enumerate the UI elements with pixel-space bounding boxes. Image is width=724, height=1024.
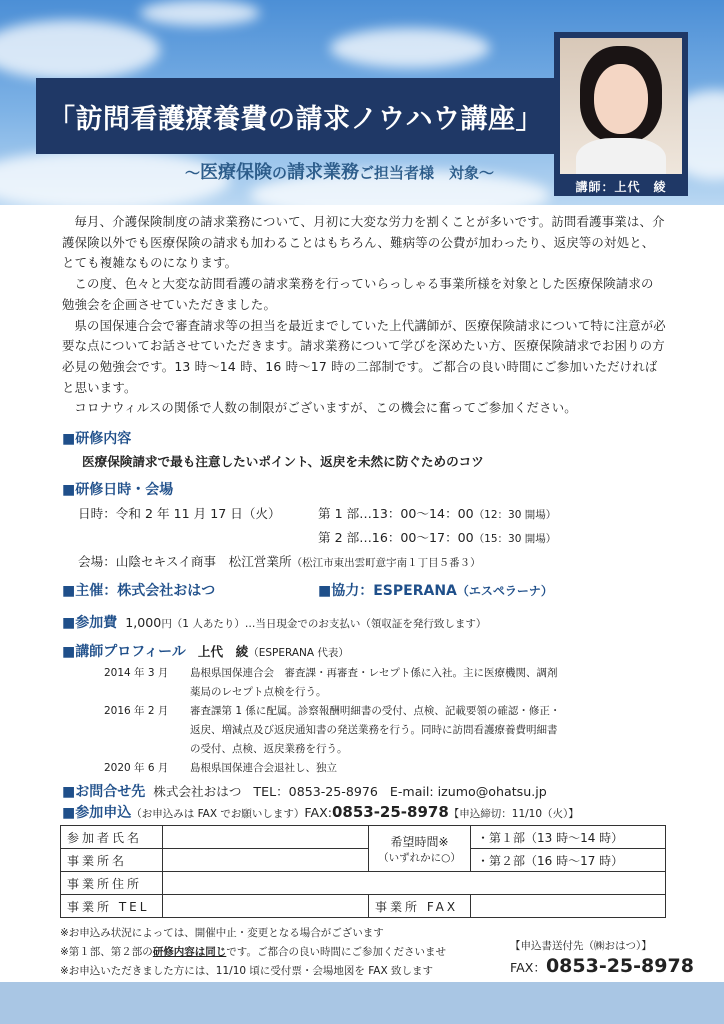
intro-paragraph-4: コロナウィルスの関係で人数の制限がございますが、この機会に奮ってご参加ください。 <box>74 400 577 416</box>
lecturer-photo-frame <box>554 32 688 196</box>
fax-label: 事業所 FAX <box>369 895 471 918</box>
history-date-1: 2014 年 3 月 <box>104 667 169 679</box>
intro-text <box>62 212 666 419</box>
history-text-2b: 返戻、増減点及び返戻通知書の発送業務を行う。同時に訪問看護療養費明細書 <box>190 724 558 736</box>
subtitle-mid: の <box>271 164 287 182</box>
history-text-1b: 薬局のレセプト点検を行う。 <box>190 686 327 698</box>
page-title: 「訪問看護療養費の請求ノウハウ講座」 <box>48 103 543 135</box>
address-field[interactable] <box>163 872 666 895</box>
office-label: 事業所名 <box>61 849 163 872</box>
time-label: 希望時間※ <box>390 834 449 849</box>
subtitle-highlight-1: 医療保険 <box>199 162 272 183</box>
office-field[interactable] <box>163 849 369 872</box>
content-text: 医療保険請求で最も注意したいポイント、返戻を未然に防ぐためのコツ <box>82 454 484 469</box>
subtitle <box>0 158 560 184</box>
time-label-cell <box>369 826 471 872</box>
bottom-bar <box>0 982 724 1024</box>
contact: ■お問合せ先 株式会社おはつ TEL：0853-25-8976 E-mail: izumo@ohatsu.jp <box>62 784 547 800</box>
history-text-3: 島根県国保連合会退社し、独立 <box>190 762 337 774</box>
name-label: 参加者氏名 <box>61 826 163 849</box>
option-part2[interactable]: ・第２部（16 時～17 時） <box>471 849 666 872</box>
note-1: ※お申込み状況によっては、開催中止・変更となる場合がございます <box>60 927 384 939</box>
subtitle-highlight-2: 請求業務 <box>286 162 359 183</box>
note-2: ※第１部、第２部の研修内容は同じです。ご都合の良い時間にご参加くださいませ <box>60 946 446 958</box>
history-date-3: 2020 年 6 月 <box>104 762 169 774</box>
lecturer-caption: 講師：上代 綾 <box>575 180 667 194</box>
history-text-2c: の受付、点検、返戻業務を行う。 <box>190 743 348 755</box>
cooperation: ■協力：ESPERANA（エスペラーナ） <box>318 583 553 599</box>
title-band <box>36 78 556 154</box>
date-label: 日時：令和 2 年 11 月 17 日（火） <box>78 506 281 521</box>
tel-label: 事業所 TEL <box>61 895 163 918</box>
history-text-1: 島根県国保連合会 審査課・再審査・レセプト係に入社。主に医療機関、調剤 <box>190 667 558 679</box>
lecturer-photo <box>560 38 682 174</box>
name-field[interactable] <box>163 826 369 849</box>
subtitle-suffix: ご担当者様 対象～ <box>358 164 494 182</box>
send-to: 【申込書送付先（㈱おはつ）】 <box>510 940 652 952</box>
intro-paragraph-2: この度、色々と大変な訪問看護の請求業務を行っていらっしゃる事業所様を対象とした医療保険請求の勉強会を企画させていただきました。 <box>62 276 654 312</box>
option-part1[interactable]: ・第１部（13 時～14 時） <box>471 826 666 849</box>
footer-fax: FAX：0853-25-8978 <box>510 955 694 977</box>
subtitle-prefix: ～ <box>184 164 200 182</box>
intro-paragraph-1: 毎月、介護保険制度の請求業務について、月初に大変な労力を割くことが多いです。訪問看護事業は、介護保険以外でも医療保険の請求も加わることはもちろん、難病等の公費が加わったり、返戻等の対処と、とても複雑なものになります。 <box>62 214 665 271</box>
part2-time: 第 2 部…16：00～17：00（15：30 開場） <box>318 530 557 545</box>
content-section-title: ■研修内容 <box>62 431 132 447</box>
part1-time: 第 1 部…13：00～14：00（12：30 開場） <box>318 506 557 521</box>
schedule-section-title: ■研修日時・会場 <box>62 482 174 498</box>
fee: ■参加費 1,000円（1 人あたり）…当日現金でのお支払い（領収証を発行致します） <box>62 615 487 631</box>
venue: 会場：山陰セキスイ商事 松江営業所（松江市東出雲町意宇南１丁目５番３） <box>78 554 481 569</box>
fax-field[interactable] <box>471 895 666 918</box>
apply-heading: ■参加申込（お申込みは FAX でお願いします）FAX:0853-25-8978【申込締切：11/10（火）】 <box>62 803 579 821</box>
application-form <box>60 825 666 918</box>
time-note: （いずれかに○） <box>378 851 461 864</box>
organizer: ■主催：株式会社おはつ <box>62 583 216 599</box>
tel-field[interactable] <box>163 895 369 918</box>
note-3: ※お申込いただきました方には、11/10 頃に受付票・会場地図を FAX 致します <box>60 965 434 977</box>
address-label: 事業所住所 <box>61 872 163 895</box>
intro-paragraph-3: 県の国保連合会で審査請求等の担当を最近までしていた上代講師が、医療保険請求について特に注意が必要な点についてお話させていただきます。請求業務について学びを深めたい方、医療保険請求でお困りの方必見の勉強会です。13 時～14 時、16 時～17 時の二部制です。ご都合の良い時間にご参加いただければと思います。 <box>62 317 666 395</box>
profile-heading: ■講師プロフィール 上代 綾（ESPERANA 代表） <box>62 644 349 660</box>
history-text-2: 審査課第 1 係に配属。診察報酬明細書の受付、点検、記載要領の確認・修正・ <box>190 705 561 717</box>
history-date-2: 2016 年 2 月 <box>104 705 169 717</box>
